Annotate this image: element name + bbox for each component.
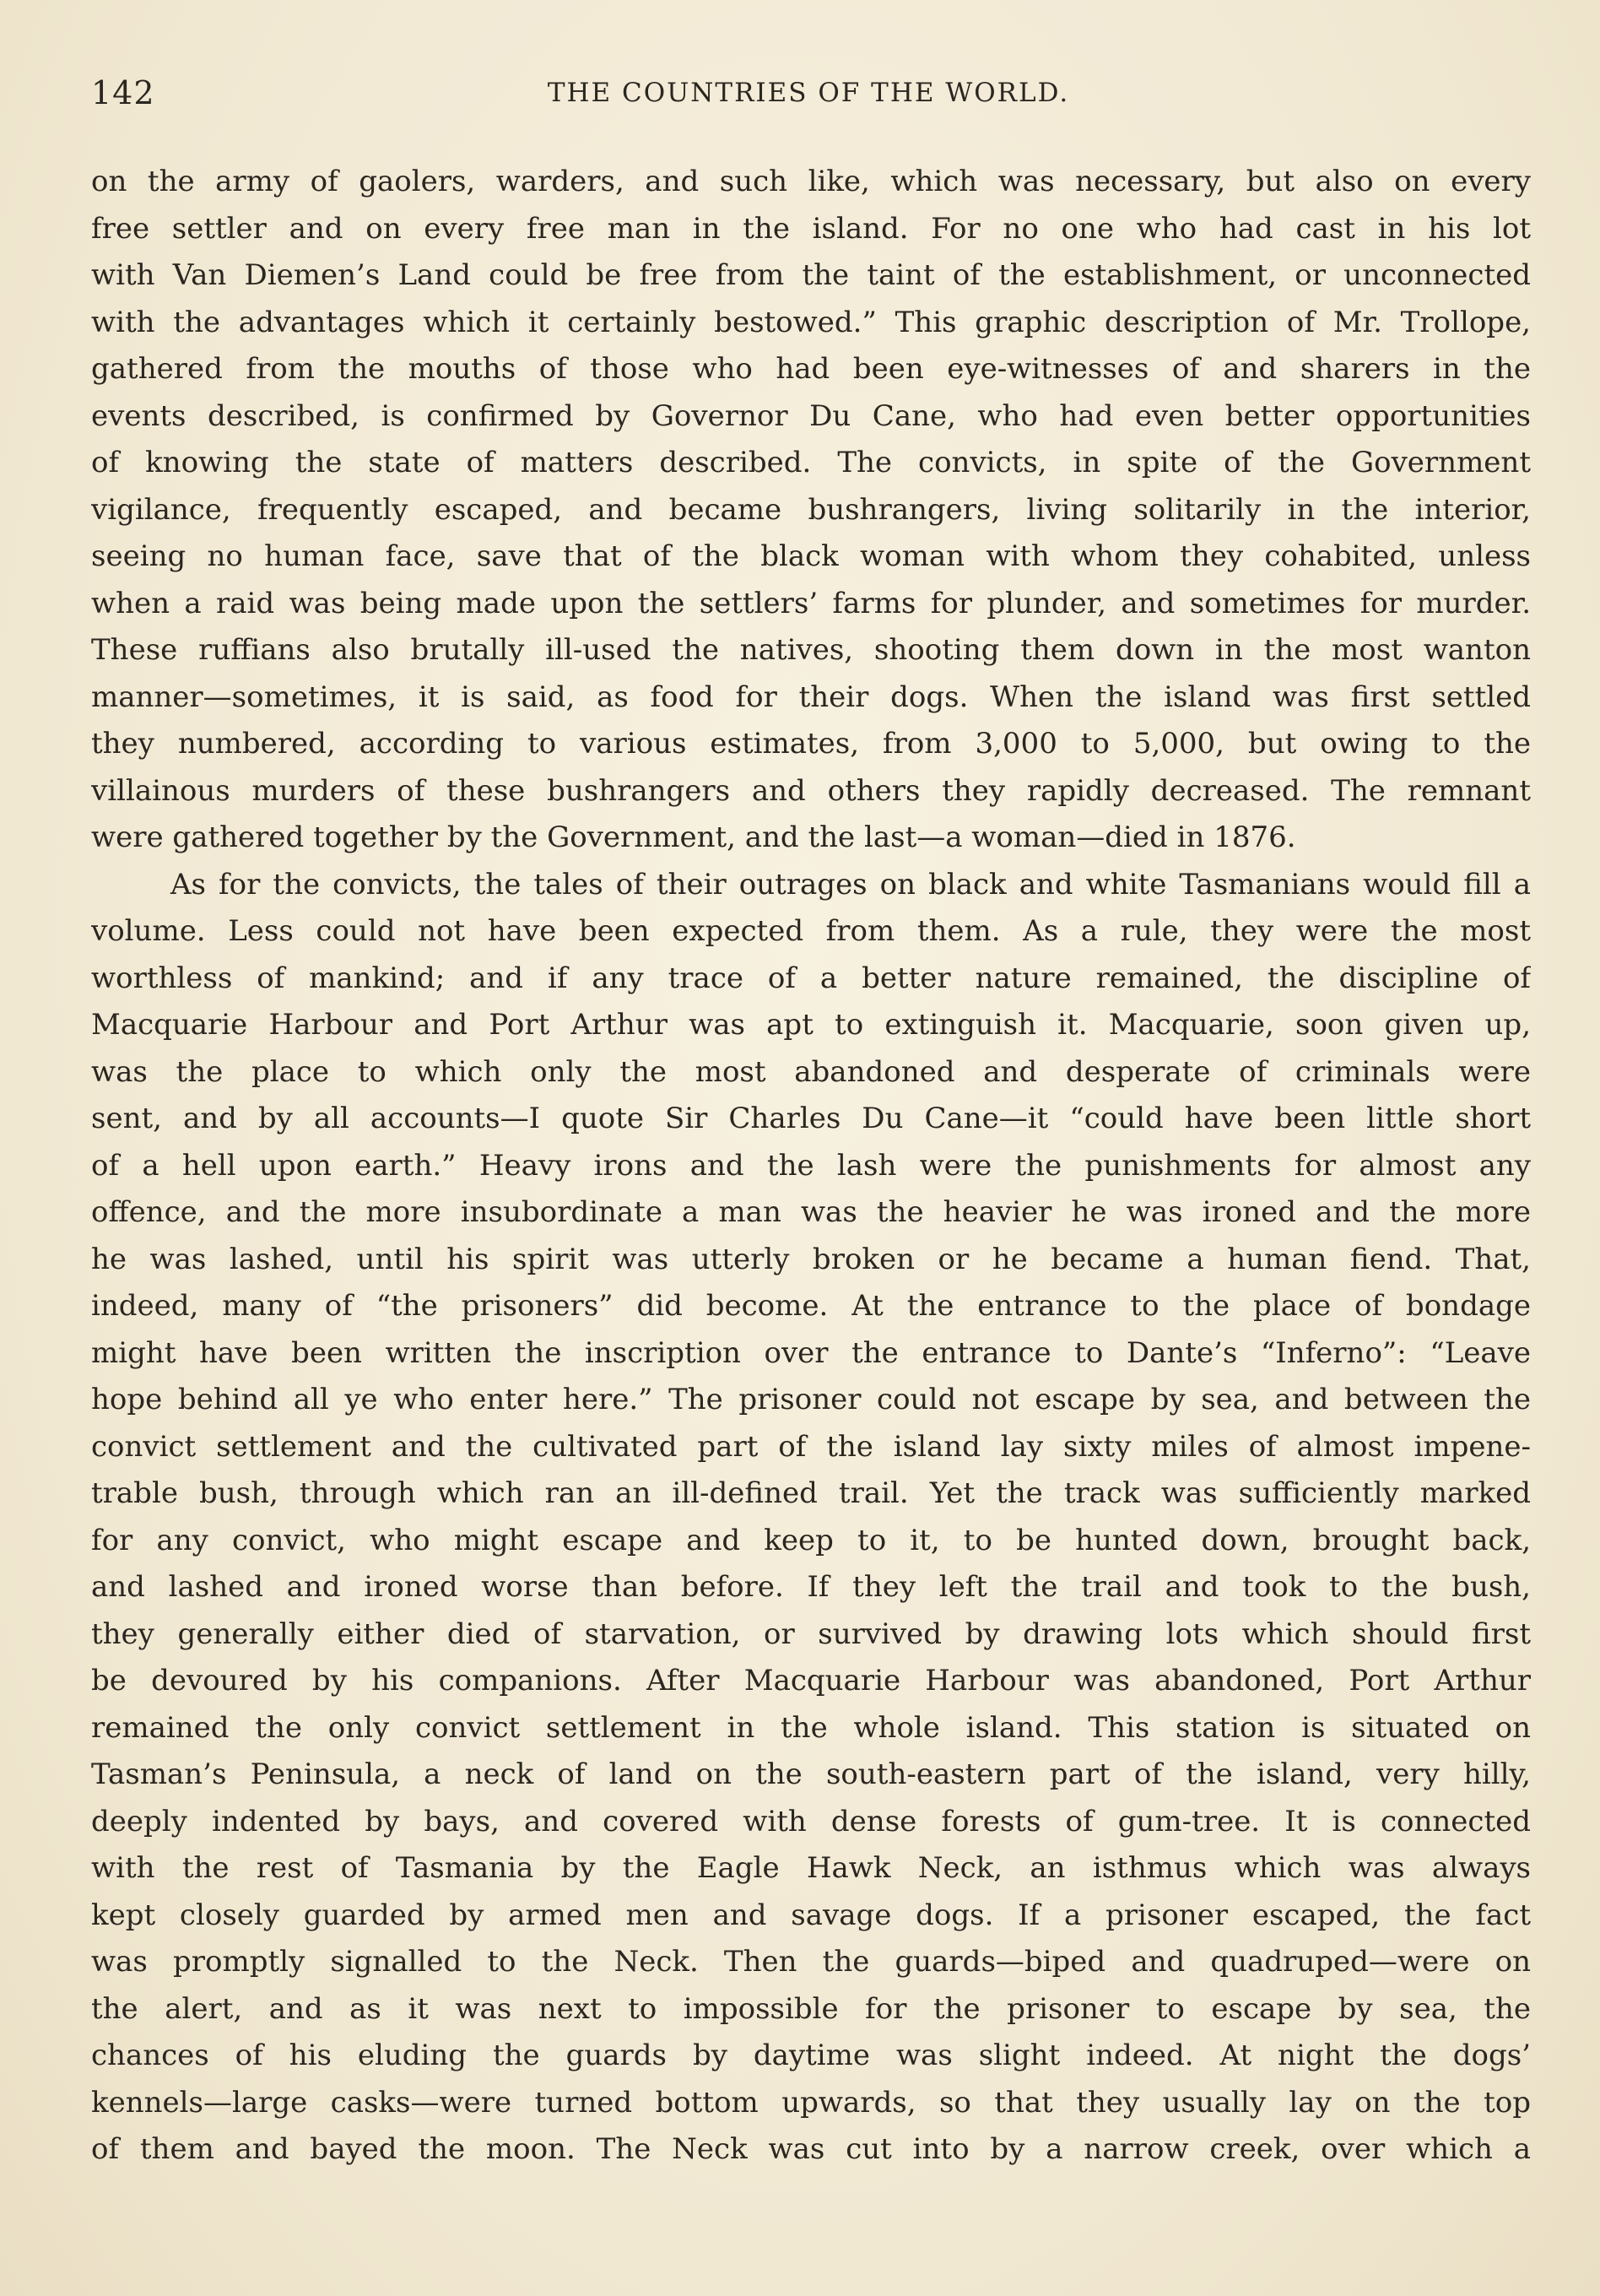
text-line: events described, is confirmed by Governor Du Cane, who had even better opportunities [91,398,1531,433]
text-line: remained the only convict settlement in the whole island. This station is situated on [91,1710,1531,1745]
text-line: with the rest of Tasmania by the Eagle Hawk Neck, an isthmus which was always [91,1851,1531,1885]
text-line: was the place to which only the most abandoned and desperate of criminals were [91,1054,1531,1089]
text-line: vigilance, frequently escaped, and became bushrangers, living solitarily in the interior, [91,492,1531,527]
text-line: with Van Diemen’s Land could be free from the taint of the establishment, or unconnected [91,258,1531,292]
text-line: might have been written the inscription over the entrance to Dante’s “Inferno”: “Leave [91,1335,1531,1370]
text-line: Macquarie Harbour and Port Arthur was apt to extinguish it. Macquarie, soon given up, [91,1008,1531,1042]
text-line: indeed, many of “the prisoners” did become. At the entrance to the place of bondage [91,1289,1531,1323]
text-line: on the army of gaolers, warders, and such like, which was necessary, but also on every [91,165,1531,198]
text-line: and lashed and ironed worse than before. If they left the trail and took to the bush, [91,1570,1531,1604]
text-line: seeing no human face, save that of the black woman with whom they cohabited, unless [91,539,1531,573]
body-text [91,159,1531,2174]
text-line: with the advantages which it certainly bestowed.” This graphic description of Mr. Trollope, [91,305,1531,339]
page-header [91,74,1526,115]
text-line: villainous murders of these bushrangers and others they rapidly decreased. The remnant [91,773,1531,808]
text-line: when a raid was being made upon the settlers’ farms for plunder, and sometimes for murder. [91,586,1531,620]
text-line: of a hell upon earth.” Heavy irons and the lash were the punishments for almost any [91,1148,1531,1183]
text-line: These ruffians also brutally ill-used the natives, shooting them down in the most wanton [91,633,1531,667]
text-line: As for the convicts, the tales of their outrages on black and white Tasmanians would fill a [170,867,1531,902]
text-line: be devoured by his companions. After Macquarie Harbour was abandoned, Port Arthur [91,1664,1531,1698]
text-line: kept closely guarded by armed men and savage dogs. If a prisoner escaped, the fact [91,1898,1531,1932]
text-line: of knowing the state of matters described. The convicts, in spite of the Government [91,446,1531,479]
text-line: deeply indented by bays, and covered with dense forests of gum-tree. It is connected [91,1804,1531,1838]
text-line: chances of his eluding the guards by daytime was slight indeed. At night the dogs’ [91,2039,1531,2072]
text-line: the alert, and as it was next to impossible for the prisoner to escape by sea, the [91,1991,1531,2026]
text-line: for any convict, who might escape and keep to it, to be hunted down, brought back, [91,1523,1531,1557]
text-line: Tasman’s Peninsula, a neck of land on the south-eastern part of the island, very hilly, [91,1757,1531,1791]
text-line: trable bush, through which ran an ill-defined trail. Yet the track was sufficiently marked [91,1476,1531,1510]
text-line: sent, and by all accounts—I quote Sir Charles Du Cane—it “could have been little short [91,1102,1531,1135]
text-line: gathered from the mouths of those who had been eye-witnesses of and sharers in the [91,352,1531,386]
text-line: of them and bayed the moon. The Neck was cut into by a narrow creek, over which a [91,2132,1531,2166]
text-line: volume. Less could not have been expected from them. As a rule, they were the most [91,914,1531,948]
text-line: they numbered, according to various estimates, from 3,000 to 5,000, but owing to the [91,727,1531,761]
text-line: worthless of mankind; and if any trace of a better nature remained, the discipline of [91,961,1531,995]
running-head: THE COUNTRIES OF THE WORLD. [547,78,1070,108]
text-line: manner—sometimes, it is said, as food for their dogs. When the island was first settled [91,680,1531,714]
text-line: hope behind all ye who enter here.” The prisoner could not escape by sea, and between the [91,1383,1531,1416]
text-line: offence, and the more insubordinate a man was the heavier he was ironed and the more [91,1195,1531,1229]
text-line: free settler and on every free man in the island. For no one who had cast in his lot [91,211,1531,246]
text-line: was promptly signalled to the Neck. Then the guards—biped and quadruped—were on [91,1945,1531,1979]
text-line: he was lashed, until his spirit was utterly broken or he became a human fiend. That, [91,1242,1531,1276]
text-line: kennels—large casks—were turned bottom upwards, so that they usually lay on the top [91,2085,1531,2120]
page-number: 142 [91,74,155,111]
text-line: they generally either died of starvation, or survived by drawing lots which should first [91,1616,1531,1651]
text-line: were gathered together by the Government, and the last—a woman—died in 1876. [91,820,1296,854]
text-line: convict settlement and the cultivated part of the island lay sixty miles of almost impene- [91,1429,1531,1464]
